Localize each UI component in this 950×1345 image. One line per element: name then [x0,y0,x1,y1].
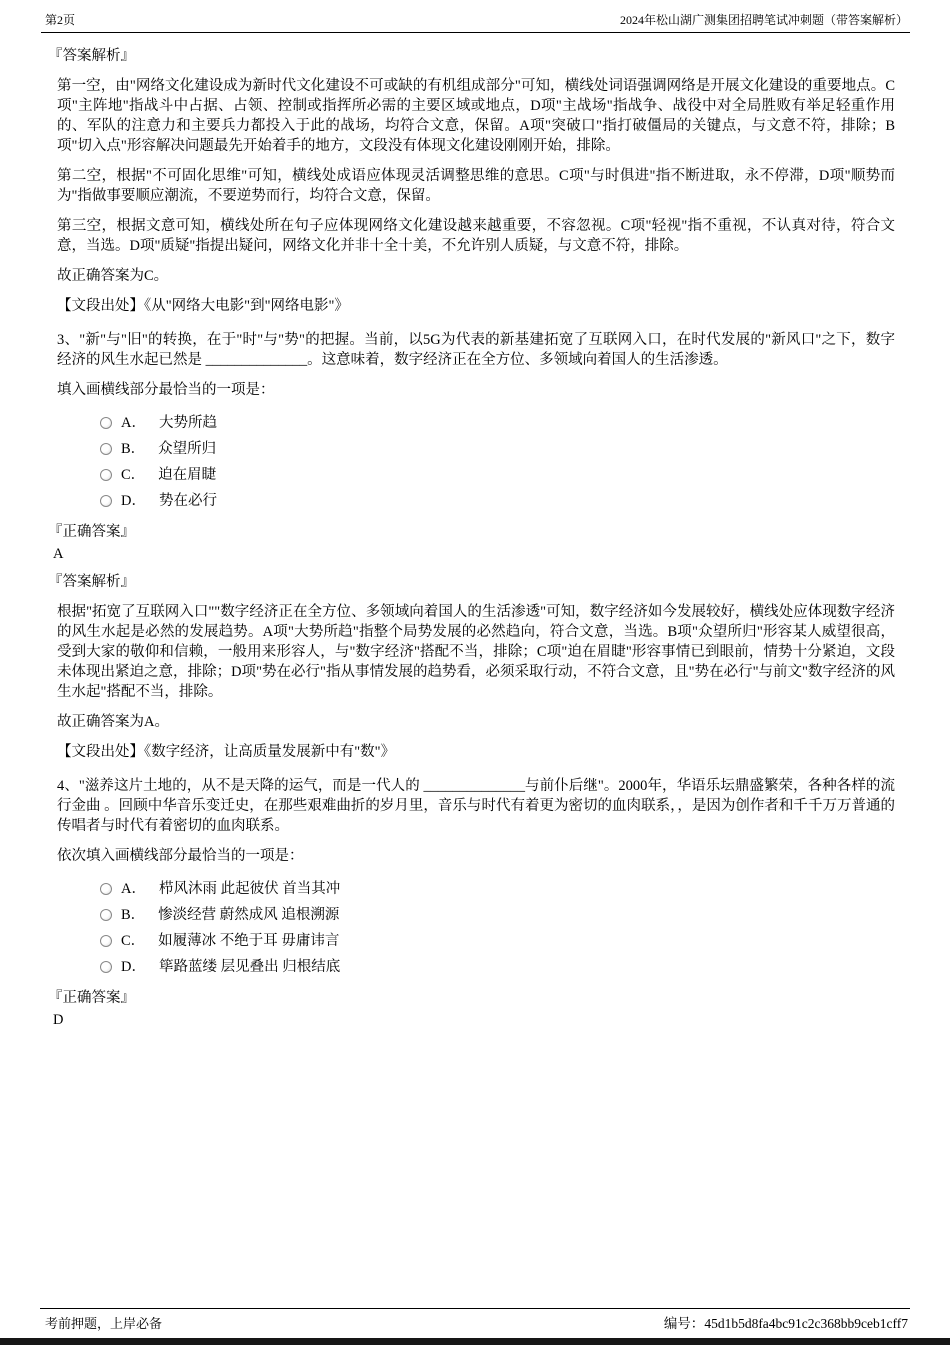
analysis-label: 『答案解析』 [48,48,135,64]
option-row [100,462,895,488]
correct-answer-label: 『正确答案』 [48,524,135,540]
analysis-paragraph: 第二空，根据"不可固化思维"可知，横线处成语应体现灵活调整思维的意思。C项"与时俱进"指不断进取，永不停滞，D项"顺势而为"指做事要顺应潮流，不要逆势而行，均符合文意，保留。 [57,168,895,204]
correct-answer-value: A [53,546,64,562]
document-id-value: 45d1b5d8fa4bc91c2c368bb9ceb1cff7 [704,1316,908,1331]
question-instruction: 依次填入画横线部分最恰当的一项是： [57,848,304,864]
question-instruction: 填入画横线部分最恰当的一项是： [57,382,275,398]
correct-answer-label: 『正确答案』 [48,990,135,1006]
option-row [100,902,895,928]
question-stem: 4、"滋养这片土地的，从不是天降的运气，而是一代人的 ______________与前仆后继"。2000年，华语乐坛鼎盛繁荣，各种各样的流行金曲 。回顾中华音乐变迁史，在那些艰难曲折的岁月里，音乐与时代有着更为密切的血肉联系，，是因为创作者和千千万万普通的传唱者与时代有着密切的血肉联系。 [57,778,895,834]
option-row [100,954,895,980]
options-list [100,410,895,514]
option-letter: B． [121,907,146,923]
option-letter: B． [121,441,146,457]
radio-button[interactable] [100,961,112,973]
bottom-bar [0,1338,950,1345]
source-reference: 【文段出处】《数字经济，让高质量发展新中有"数"》 [57,744,396,760]
option-row [100,410,895,436]
radio-button[interactable] [100,495,112,507]
header-divider [41,32,910,33]
document-body [48,46,895,1038]
option-text: 众望所归 [158,441,217,457]
document-title: 2024年松山湖广测集团招聘笔试冲刺题（带答案解析） [619,13,908,27]
option-text: 栉风沐雨 此起彼伏 首当其冲 [158,881,341,897]
radio-button[interactable] [100,443,112,455]
option-letter: C． [121,467,146,483]
option-text: 大势所趋 [158,415,217,431]
page-number: 第2页 [45,13,76,27]
analysis-label: 『答案解析』 [48,574,135,590]
option-text: 如履薄冰 不绝于耳 毋庸讳言 [158,933,340,949]
option-text: 迫在眉睫 [158,467,217,483]
option-letter: A． [121,415,146,431]
option-row [100,928,895,954]
radio-button[interactable] [100,469,112,481]
analysis-paragraph: 根据"拓宽了互联网入口""数字经济正在全方位、多领域向着国人的生活渗透"可知，数字经济如今发展较好，横线处应体现数字经济的风生水起是必然的发展趋势。A项"大势所趋"指整个局势发展的必然趋向，符合文意，当选。B项"众望所归"形容某人威望很高，受到大家的敬仰和信赖，一般用来形容人，与"数字经济"搭配不当，排除；C项"迫在眉睫"形容事情已到眼前，情势十分紧迫，文段未体现出紧迫之意，排除；D项"势在必行"指从事情发展的趋势看，必须采取行动，不符合文意，且"势在必行"与前文"数字经济的风生水起"搭配不当，排除。 [57,604,895,700]
analysis-paragraph: 第一空，由"网络文化建设成为新时代文化建设不可或缺的有机组成部分"可知，横线处词语强调网络是开展文化建设的重要地点。C项"主阵地"指战斗中占据、占领、控制或指挥所必需的主要区域或地点，D项"主战场"指战争、战役中对全局胜败有举足轻重作用的、军队的注意力和主要兵力都投入于此的战场，均符合文意，保留。A项"突破口"指打破僵局的关键点，与文意不符，排除；B项"切入点"形容解决问题最先开始着手的地方，文段没有体现文化建设刚刚开始，排除。 [57,78,895,154]
answer-conclusion: 故正确答案为C。 [57,268,169,284]
option-row [100,876,895,902]
page-footer [45,1312,908,1332]
document-id [664,1312,908,1332]
radio-button[interactable] [100,417,112,429]
option-text: 筚路蓝缕 层见叠出 归根结底 [158,959,341,975]
page-header [45,11,908,28]
option-row [100,488,895,514]
radio-button[interactable] [100,909,112,921]
option-letter: A． [121,881,146,897]
options-list [100,876,895,980]
source-reference: 【文段出处】《从"网络大电影"到"网络电影"》 [57,298,349,314]
radio-button[interactable] [100,935,112,947]
option-text: 势在必行 [158,493,217,509]
option-letter: D． [121,493,146,509]
option-text: 惨淡经营 蔚然成风 追根溯源 [158,907,340,923]
footer-slogan: 考前押题，上岸必备 [45,1316,163,1331]
correct-answer-value: D [53,1012,64,1028]
radio-button[interactable] [100,883,112,895]
question-stem: 3、"新"与"旧"的转换，在于"时"与"势"的把握。当前，以5G为代表的新基建拓宽了互联网入口，在时代发展的"新风口"之下，数字经济的风生水起已然是 ______________。这意味着，数字经济正在全方位、多领域向着国人的生活渗透。 [57,332,895,368]
analysis-paragraph: 第三空，根据文意可知，横线处所在句子应体现网络文化建设越来越重要，不容忽视。C项"轻视"指不重视，不认真对待，符合文意，当选。D项"质疑"指提出疑问，网络文化并非十全十美，不允许别人质疑，与文意不符，排除。 [57,218,895,254]
option-row [100,436,895,462]
footer-divider [40,1308,910,1309]
option-letter: D． [121,959,146,975]
option-letter: C． [121,933,146,949]
document-id-label: 编号： [663,1316,705,1331]
answer-conclusion: 故正确答案为A。 [57,714,169,730]
